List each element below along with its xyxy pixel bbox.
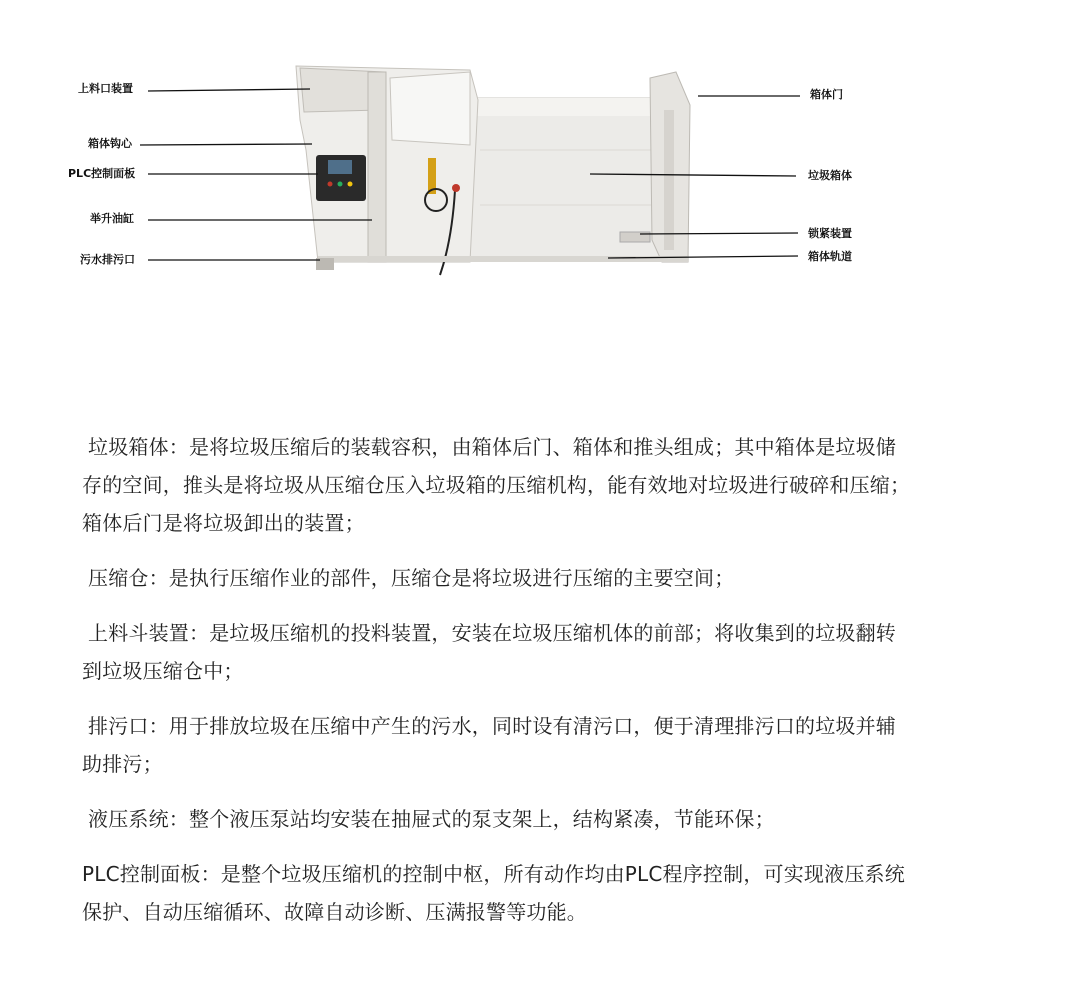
paragraph xyxy=(82,559,912,597)
door-hinge xyxy=(664,110,674,250)
paragraph xyxy=(82,800,912,838)
plug xyxy=(452,184,460,192)
callout-label: 箱体门 xyxy=(810,88,843,101)
paragraph xyxy=(82,614,912,690)
lift-arm xyxy=(368,72,386,262)
paragraph xyxy=(82,428,912,542)
product-diagram xyxy=(0,0,1066,340)
paragraph-text: PLC控制面板：是整个垃圾压缩机的控制中枢，所有动作均由PLC程序控制，可实现液压系统保护、自动压缩循环、故障自动诊断、压满报警等功能。 xyxy=(82,862,905,924)
description-text xyxy=(82,428,912,948)
paragraph-text: 液压系统：整个液压泵站均安装在抽屉式的泵支架上，结构紧凑，节能环保； xyxy=(88,807,775,831)
paragraph-text: 压缩仓：是执行压缩作业的部件，压缩仓是将垃圾进行压缩的主要空间； xyxy=(88,566,735,590)
paragraph-text: 排污口：用于排放垃圾在压缩中产生的污水，同时设有清污口，便于清理排污口的垃圾并辅助排污； xyxy=(82,714,896,776)
callout-label: 锁紧装置 xyxy=(808,227,852,240)
paragraph xyxy=(82,855,912,931)
plc-screen xyxy=(328,160,352,174)
paragraph-text: 上料斗装置：是垃圾压缩机的投料装置，安装在垃圾压缩机体的前部；将收集到的垃圾翻转到垃圾压缩仓中； xyxy=(82,621,896,683)
paragraph xyxy=(82,707,912,783)
rail xyxy=(318,256,688,262)
callout-label: PLC控制面板 xyxy=(68,167,136,180)
callout-line-2 xyxy=(140,144,312,145)
callout-label: 上料口装置 xyxy=(78,82,133,95)
callout-label: 举升油缸 xyxy=(90,212,134,225)
plc-button-2 xyxy=(338,182,343,187)
compactor-illustration xyxy=(0,0,1066,340)
plc-button xyxy=(328,182,333,187)
plc-button-3 xyxy=(348,182,353,187)
callout-label: 污水排污口 xyxy=(80,253,135,266)
hopper-window xyxy=(390,72,470,145)
callout-label: 箱体轨道 xyxy=(808,250,852,263)
callout-label: 箱体钩心 xyxy=(88,137,132,150)
callout-label: 垃圾箱体 xyxy=(808,169,852,182)
paragraph-text: 垃圾箱体：是将垃圾压缩后的装载容积，由箱体后门、箱体和推头组成；其中箱体是垃圾储存的空间，推头是将垃圾从压缩仓压入垃圾箱的压缩机构，能有效地对垃圾进行破碎和压缩；箱体后门是将垃圾卸出的装置； xyxy=(82,435,911,535)
callout-line-1 xyxy=(148,89,310,91)
